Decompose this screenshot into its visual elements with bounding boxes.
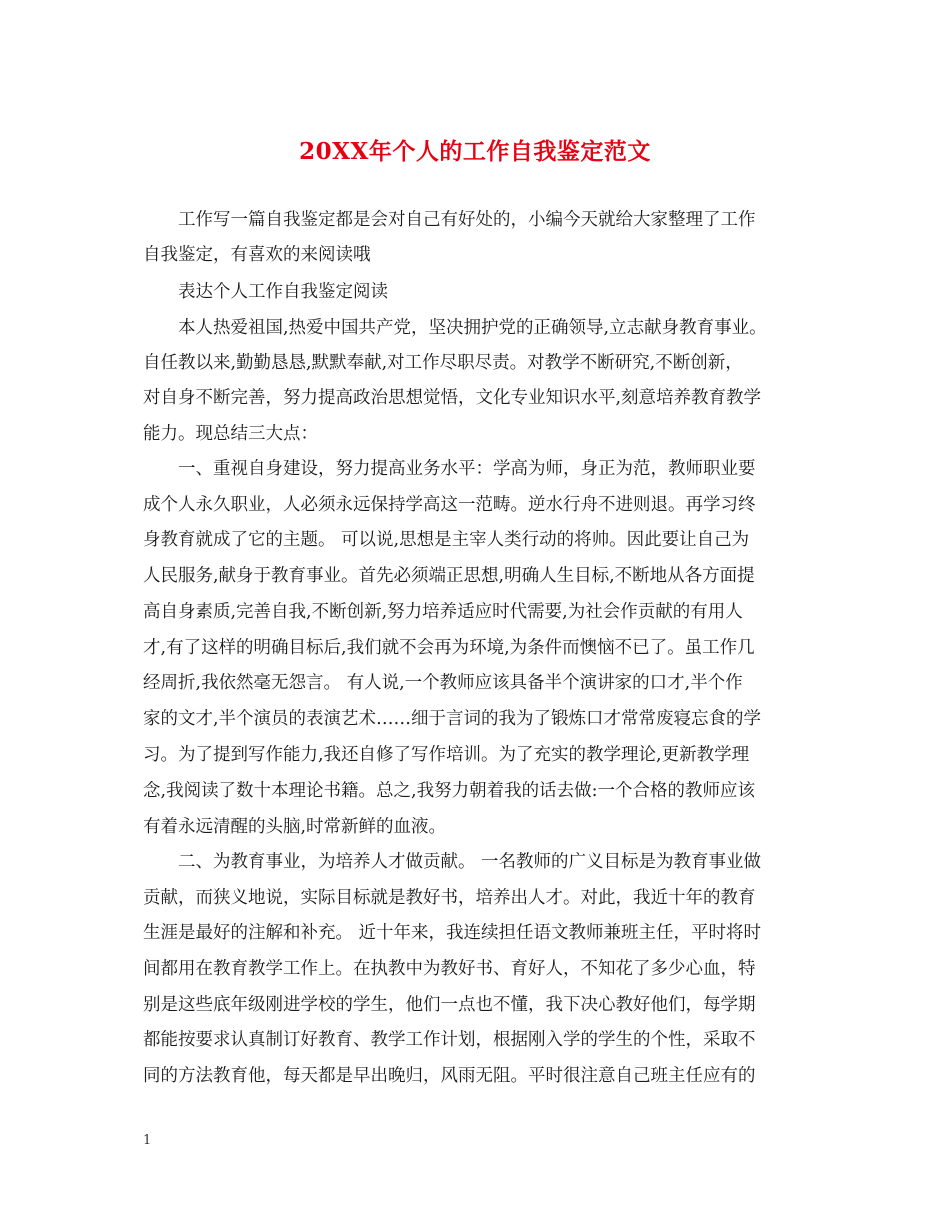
text-line: 同的方法教育他，每天都是早出晚归，风雨无阻。平时很注意自己班主任应有的	[143, 1066, 756, 1086]
text-line: 本人热爱祖国,热爱中国共产党，坚决拥护党的正确领导,立志献身教育事业。	[178, 318, 767, 338]
text-line: 习。为了提到写作能力,我还自修了写作培训。为了充实的教学理论,更新教学理	[143, 745, 750, 765]
text-line: 自我鉴定，有喜欢的来阅读哦	[143, 245, 371, 265]
text-line: 家的文才,半个演员的表演艺术……细于言词的我为了锻炼口才常常废寝忘食的学	[143, 709, 762, 729]
text-line: 二、为教育事业，为培养人才做贡献。 一名教师的广义目标是为教育事业做	[178, 852, 762, 872]
page-number: 1	[143, 1133, 152, 1148]
text-line: 自任教以来,勤勤恳恳,默默奉献,对工作尽职尽责。对教学不断研究,不断创新，	[143, 353, 743, 373]
text-line: 才,有了这样的明确目标后,我们就不会再为环境,为条件而懊恼不已了。虽工作几	[143, 638, 755, 658]
text-line: 一、重视自身建设，努力提高业务水平：学高为师，身正为范，教师职业要	[178, 459, 756, 479]
text-line: 间都用在教育教学工作上。在执教中为教好书、育好人，不知花了多少心血，特	[143, 959, 756, 979]
text-line: 念,我阅读了数十本理论书籍。总之,我努力朝着我的话去做:一个合格的教师应该	[143, 781, 756, 801]
text-line: 高自身素质,完善自我,不断创新,努力培养适应时代需要,为社会作贡献的有用人	[143, 602, 743, 622]
text-line: 成个人永久职业，人必须永远保持学高这一范畴。逆水行舟不进则退。再学习终	[143, 495, 756, 515]
text-line: 能力。现总结三大点：	[143, 424, 318, 444]
document-title: 20XX年个人的工作自我鉴定范文	[299, 138, 651, 165]
text-line: 身教育就成了它的主题。 可以说,思想是主宰人类行动的将帅。因此要让自己为	[143, 530, 750, 550]
text-line: 生涯是最好的注解和补充。 近十年来，我连续担任语文教师兼班主任，平时将时	[143, 923, 762, 943]
text-line: 贡献，而狭义地说，实际目标就是教好书，培养出人才。对此，我近十年的教育	[143, 888, 756, 908]
text-line: 表达个人工作自我鉴定阅读	[178, 282, 388, 302]
text-line: 别是这些底年级刚进学校的学生，他们一点也不懂，我下决心教好他们，每学期	[143, 995, 756, 1015]
text-line: 工作写一篇自我鉴定都是会对自己有好处的，小编今天就给大家整理了工作	[178, 210, 756, 230]
text-line: 人民服务,献身于教育事业。首先必须端正思想,明确人生目标,不断地从各方面提	[143, 566, 755, 586]
text-line: 经周折,我依然毫无怨言。 有人说,一个教师应该具备半个演讲家的口才,半个作	[143, 673, 743, 693]
text-line: 对自身不断完善，努力提高政治思想觉悟，文化专业知识水平,刻意培养教育教学	[143, 388, 762, 408]
text-line: 都能按要求认真制订好教育、教学工作计划，根据刚入学的学生的个性，采取不	[143, 1030, 756, 1050]
text-line: 有着永远清醒的头脑,时常新鲜的血液。	[143, 817, 447, 837]
